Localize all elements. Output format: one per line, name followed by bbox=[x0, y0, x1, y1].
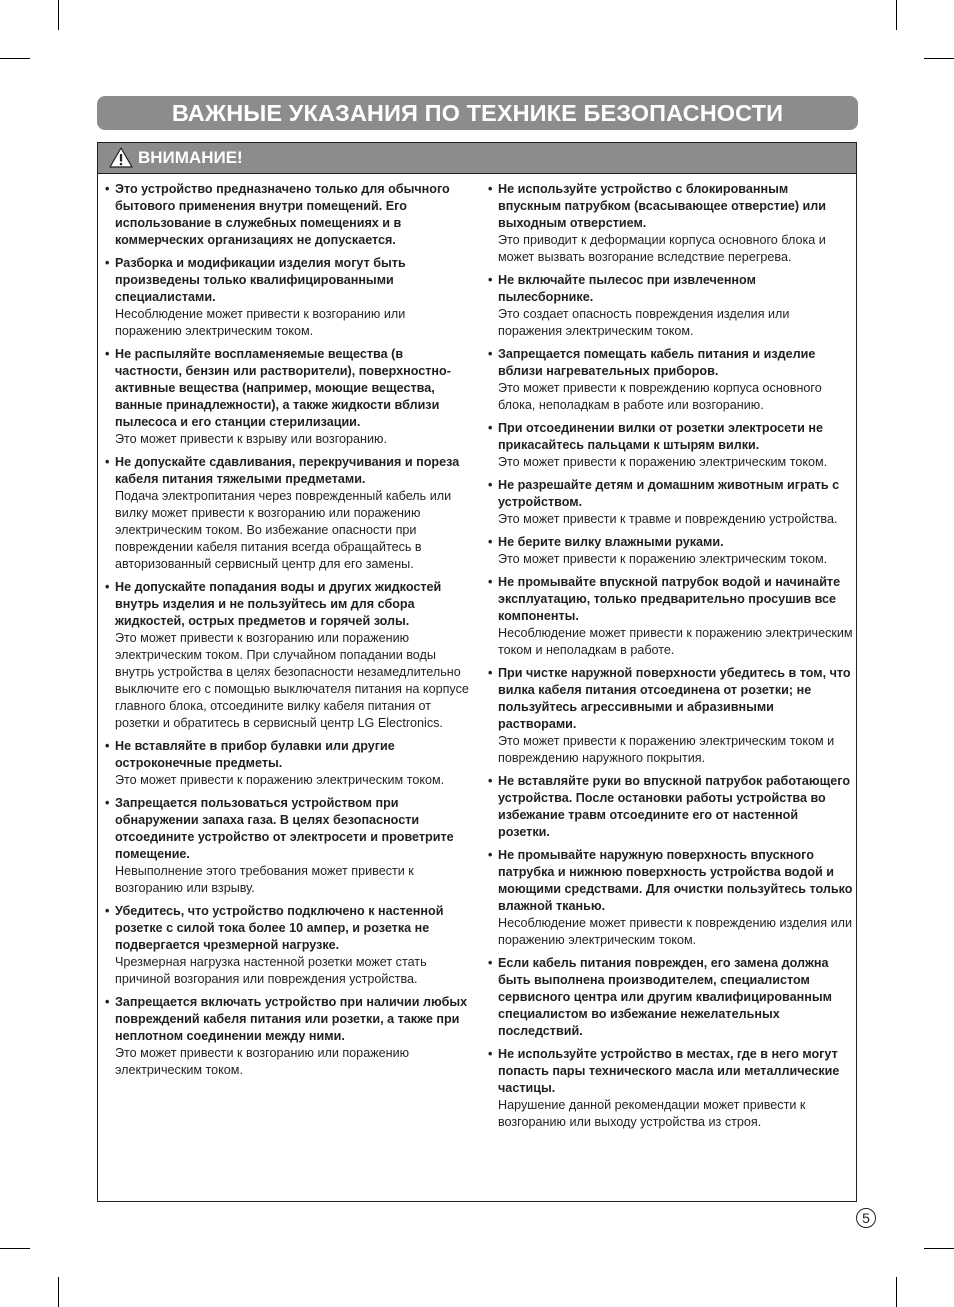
bullet: • bbox=[488, 478, 493, 492]
safety-item bbox=[486, 665, 853, 767]
safety-item-heading: Не допускайте попадания воды и других жидкостей внутрь изделия и не пользуйтесь им для сбора жидкостей, острых предметов и горячей золы. bbox=[115, 580, 442, 628]
safety-item-description: Это может привести к возгоранию или поражению электрическим током. bbox=[115, 1046, 410, 1077]
safety-item bbox=[486, 181, 853, 266]
safety-item-heading: Не используйте устройство с блокированным впускным патрубком (всасывающее отверстие) или выходным отверстием. bbox=[498, 182, 827, 230]
bullet: • bbox=[105, 580, 110, 594]
safety-item-heading: Запрещается помещать кабель питания и изделие вблизи нагревательных приборов. bbox=[498, 347, 816, 378]
safety-item-description: Это может привести к взрыву или возгоранию. bbox=[115, 432, 387, 446]
safety-item-description: Несоблюдение может привести к возгоранию или поражению электрическим током. bbox=[115, 307, 406, 338]
safety-item-heading: Не используйте устройство в местах, где в него могут попасть пары технического масла или металлические частицы. bbox=[498, 1047, 840, 1095]
safety-item-description: Это может привести к поражению электрическим током и повреждению наружного покрытия. bbox=[498, 734, 835, 765]
safety-item-heading: Убедитесь, что устройство подключено к настенной розетке с силой тока более 10 ампер, и розетка не подвергается чрезмерной нагрузке. bbox=[115, 904, 444, 952]
safety-item-heading: Не вставляйте руки во впускной патрубок работающего устройства. После остановки работы устройства во избежание травм отсоедините его от настенной розетки. bbox=[498, 774, 851, 839]
safety-item bbox=[486, 420, 853, 471]
safety-item bbox=[103, 738, 471, 789]
safety-item bbox=[103, 454, 471, 573]
safety-item bbox=[486, 574, 853, 659]
safety-item-description: Несоблюдение может привести к поражению электрическим током и неполадкам в работе. bbox=[498, 626, 853, 657]
safety-item-heading: При отсоединении вилки от розетки электросети не прикасайтесь пальцами к штырям вилки. bbox=[498, 421, 823, 452]
warning-box bbox=[97, 142, 857, 1202]
safety-item-heading: Не берите вилку влажными руками. bbox=[498, 535, 724, 549]
crop-mark bbox=[896, 0, 897, 30]
bullet: • bbox=[105, 904, 110, 918]
safety-item-description: Это может привести к поражению электрическим током. bbox=[498, 552, 828, 566]
crop-mark bbox=[924, 58, 954, 59]
safety-item bbox=[486, 847, 853, 949]
bullet: • bbox=[488, 666, 493, 680]
bullet: • bbox=[105, 796, 110, 810]
safety-item bbox=[486, 955, 853, 1040]
bullet: • bbox=[488, 848, 493, 862]
bullet: • bbox=[488, 956, 493, 970]
safety-item-description: Невыполнение этого требования может привести к возгоранию или взрыву. bbox=[115, 864, 414, 895]
safety-item-description: Это может привести к поражению электрическим током. bbox=[115, 773, 445, 787]
safety-item bbox=[103, 181, 471, 249]
warning-label: ВНИМАНИЕ! bbox=[138, 148, 243, 167]
crop-mark bbox=[0, 58, 30, 59]
safety-item-description: Это может привести к травме и повреждению устройства. bbox=[498, 512, 838, 526]
safety-item-description: Подача электропитания через поврежденный кабель или вилку может привести к возгоранию или поражению электрическим током. Во избежание опасности при повреждении кабеля питания всегда обращайтесь в авторизованный сервисный центр для его замены. bbox=[115, 489, 452, 571]
right-column bbox=[486, 181, 853, 1137]
bullet: • bbox=[488, 421, 493, 435]
safety-item-heading: Не допускайте сдавливания, перекручивания и пореза кабеля питания тяжелыми предметами. bbox=[115, 455, 460, 486]
crop-mark bbox=[58, 0, 59, 30]
crop-mark bbox=[0, 1248, 30, 1249]
safety-item bbox=[103, 255, 471, 340]
bullet: • bbox=[488, 347, 493, 361]
bullet: • bbox=[105, 739, 110, 753]
bullet: • bbox=[488, 182, 493, 196]
safety-item-heading: Запрещается пользоваться устройством при обнаружении запаха газа. В целях безопасности отсоедините устройство от электросети и проветрите помещение. bbox=[115, 796, 454, 861]
left-column bbox=[103, 181, 471, 1085]
safety-item-heading: Разборка и модификации изделия могут быть произведены только квалифицированными специалистами. bbox=[115, 256, 406, 304]
safety-item-description: Несоблюдение может привести к повреждению изделия или поражению электрическим током. bbox=[498, 916, 853, 947]
warning-header bbox=[98, 143, 856, 174]
safety-item-heading: Не промывайте впускной патрубок водой и начинайте эксплуатацию, только предварительно просушив все компоненты. bbox=[498, 575, 841, 623]
bullet: • bbox=[488, 535, 493, 549]
bullet: • bbox=[488, 774, 493, 788]
page-number: 5 bbox=[856, 1208, 876, 1228]
safety-item bbox=[486, 534, 853, 568]
bullet: • bbox=[105, 256, 110, 270]
warning-triangle-icon bbox=[109, 147, 133, 168]
crop-mark bbox=[924, 1248, 954, 1249]
bullet: • bbox=[488, 273, 493, 287]
bullet: • bbox=[105, 455, 110, 469]
bullet: • bbox=[105, 182, 110, 196]
safety-item-heading: Не включайте пылесос при извлеченном пылесборнике. bbox=[498, 273, 756, 304]
safety-item bbox=[103, 346, 471, 448]
safety-item-heading: Запрещается включать устройство при наличии любых повреждений кабеля питания или розетки, а также при неплотном соединении между ними. bbox=[115, 995, 468, 1043]
bullet: • bbox=[488, 1047, 493, 1061]
safety-item-heading: Не разрешайте детям и домашним животным играть с устройством. bbox=[498, 478, 840, 509]
safety-item bbox=[103, 994, 471, 1079]
safety-item-heading: Не промывайте наружную поверхность впускного патрубка и нижнюю поверхность устройства водой и моющими средствами. Для очистки пользуйтесь только влажной тканью. bbox=[498, 848, 853, 913]
safety-item bbox=[486, 477, 853, 528]
crop-mark bbox=[896, 1277, 897, 1307]
safety-item-heading: Не вставляйте в прибор булавки или другие остроконечные предметы. bbox=[115, 739, 395, 770]
safety-item bbox=[486, 272, 853, 340]
safety-item bbox=[486, 773, 853, 841]
safety-item bbox=[486, 346, 853, 414]
safety-item-description: Это может привести к повреждению корпуса основного блока, неполадкам в работе или возгоранию. bbox=[498, 381, 822, 412]
safety-item-description: Это может привести к возгоранию или поражению электрическим током. При случайном попадании воды внутрь устройства в целях безопасности незамедлительно выключите его с помощью выключателя питания на корпусе главного блока, отсоедините вилку кабеля питания от розетки и обратитесь в сервисный центр LG Electronics. bbox=[115, 631, 469, 730]
bullet: • bbox=[488, 575, 493, 589]
safety-item-description: Чрезмерная нагрузка настенной розетки может стать причиной возгорания или повреждения устройства. bbox=[115, 955, 427, 986]
safety-item-heading: Это устройство предназначено только для обычного бытового применения внутри помещений. Его использование в служебных помещениях и в коммерческих организациях не допускается. bbox=[115, 182, 450, 247]
crop-mark bbox=[58, 1277, 59, 1307]
safety-item-description: Это приводит к деформации корпуса основного блока и может вызвать возгорание вследствие перегрева. bbox=[498, 233, 826, 264]
safety-item-heading: При чистке наружной поверхности убедитесь в том, что вилка кабеля питания отсоединена от розетки; не пользуйтесь агрессивными и абразивными растворами. bbox=[498, 666, 851, 731]
safety-item bbox=[103, 795, 471, 897]
bullet: • bbox=[105, 995, 110, 1009]
safety-item-heading: Если кабель питания поврежден, его замена должна быть выполнена производителем, специалистом сервисного центра или другим квалифицированным специалистом во избежание нежелательных последствий. bbox=[498, 956, 832, 1038]
page-title: ВАЖНЫЕ УКАЗАНИЯ ПО ТЕХНИКЕ БЕЗОПАСНОСТИ bbox=[97, 96, 858, 130]
safety-item-description: Это может привести к поражению электрическим током. bbox=[498, 455, 828, 469]
safety-item bbox=[103, 579, 471, 732]
safety-item bbox=[103, 903, 471, 988]
safety-item-description: Нарушение данной рекомендации может привести к возгоранию или выходу устройства из строя. bbox=[498, 1098, 806, 1129]
bullet: • bbox=[105, 347, 110, 361]
safety-item bbox=[486, 1046, 853, 1131]
safety-item-description: Это создает опасность повреждения изделия или поражения электрическим током. bbox=[498, 307, 790, 338]
safety-item-heading: Не распыляйте воспламеняемые вещества (в частности, бензин или растворители), поверхностно-активные вещества (например, моющие вещества, ванные принадлежности), а также жидкости вблизи пылесоса и его станции стерилизации. bbox=[115, 347, 451, 429]
